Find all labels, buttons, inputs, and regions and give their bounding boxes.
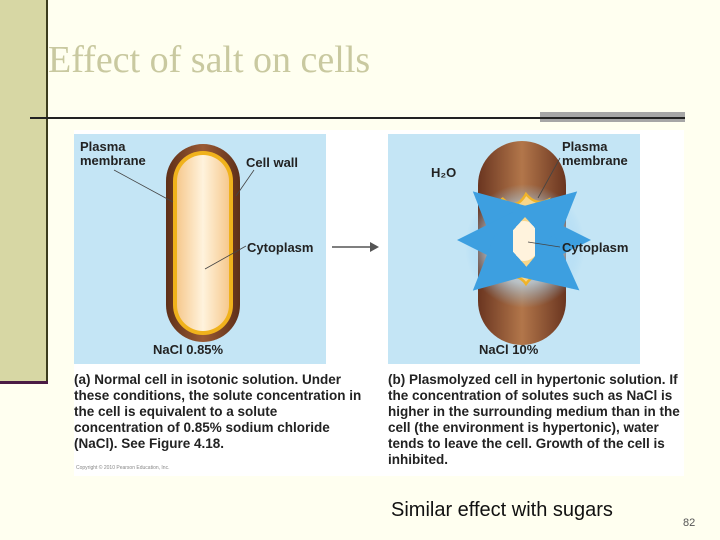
page-number: 82	[683, 517, 696, 529]
left-accent-foot	[0, 381, 48, 384]
label-plasma-membrane-b: Plasma membrane	[562, 139, 628, 168]
caption-a	[74, 372, 370, 452]
label-plasma-membrane-a: Plasma membrane	[80, 139, 146, 168]
normal-cell	[166, 144, 240, 342]
left-accent-bar	[0, 0, 46, 383]
cytoplasm-b	[508, 221, 540, 261]
figure	[74, 130, 684, 476]
label-nacl-a: NaCl 0.85%	[153, 342, 224, 357]
footnote: Similar effect with sugars	[391, 499, 613, 521]
label-cytoplasm-a: Cytoplasm	[247, 240, 314, 255]
copyright: Copyright © 2010 Pearson Education, Inc.	[76, 465, 170, 471]
transition-arrow	[332, 242, 379, 252]
label-water: H₂O	[431, 165, 457, 180]
caption-b-body: If the concentration of solutes such as NaCl is higher in the surrounding medium than in the cell (the environment is hypertonic), water tends to leave the cell. Growth of the cell is inhibited.	[388, 372, 680, 467]
caption-b	[388, 372, 684, 468]
label-nacl-b: NaCl 10%	[479, 342, 539, 357]
cytoplasm-a	[177, 155, 229, 331]
caption-a-lead: (a) Normal cell in isotonic solution.	[74, 372, 299, 387]
slide-title: Effect of salt on cells	[48, 39, 371, 81]
caption-a-body: Under these conditions, the solute concentration in the cell is equivalent to a solute concentration of 0.85% sodium chloride (NaCl). See Figure 4.18.	[74, 372, 362, 451]
label-cell-wall: Cell wall	[246, 155, 299, 170]
caption-b-lead: (b) Plasmolyzed cell in hypertonic solution.	[388, 372, 666, 387]
label-cytoplasm-b: Cytoplasm	[562, 240, 629, 255]
title-rule	[30, 117, 685, 119]
